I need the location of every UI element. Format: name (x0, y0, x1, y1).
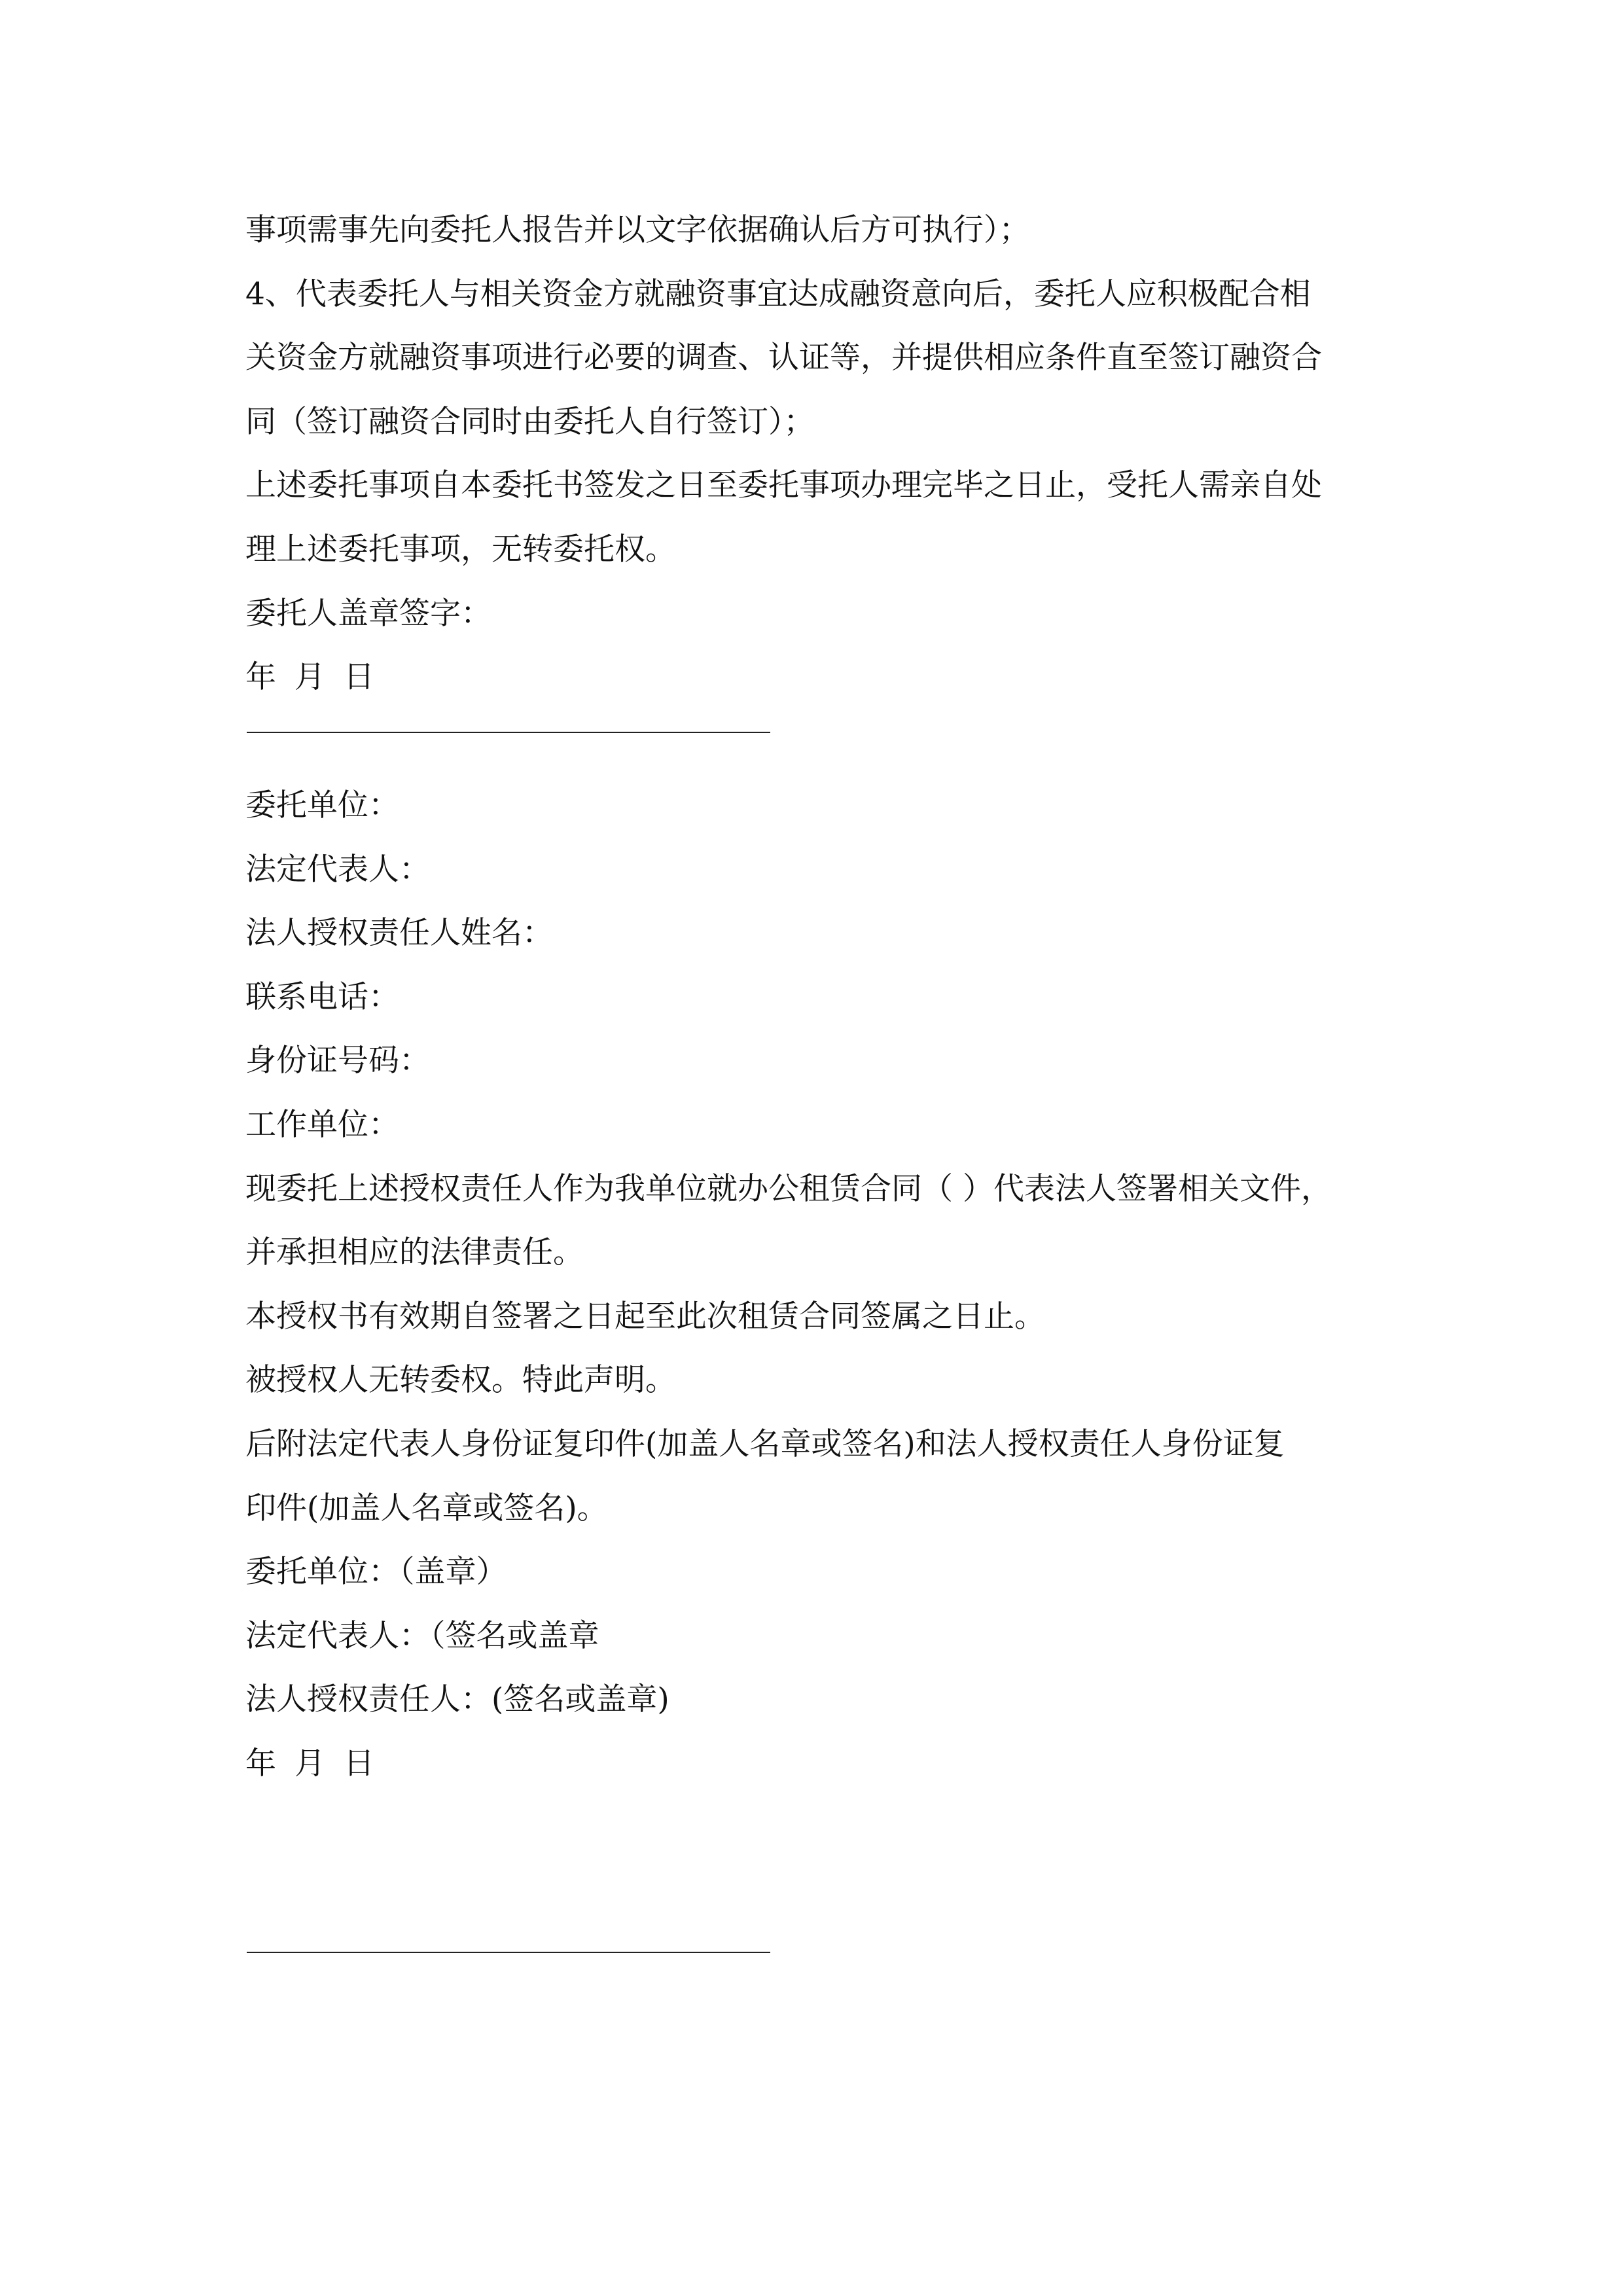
authorization-text-section-1 (245, 198, 1397, 709)
date-line (245, 645, 1397, 709)
divider-rule (247, 1952, 770, 1953)
text-line: 同（签订融资合同时由委托人自行签订）； (245, 403, 815, 440)
field-authorized-person-name: 法人授权责任人姓名： (245, 915, 553, 952)
authorization-text-section-2 (245, 774, 1397, 1796)
text-line: 现委托上述授权责任人作为我单位就办公租赁合同（ ）代表法人签署相关文件， (245, 1170, 1332, 1207)
date-year: 年 (245, 659, 276, 696)
seal-authorized-person: 法人授权责任人：(签名或盖章) (245, 1681, 669, 1718)
field-phone: 联系电话： (245, 978, 399, 1015)
seal-legal-representative: 法定代表人：（签名或盖章 (245, 1617, 599, 1654)
text-line: 本授权书有效期自签署之日起至此次租赁合同签属之日止。 (245, 1298, 1045, 1335)
field-work-unit: 工作单位： (245, 1106, 399, 1143)
signature-label: 委托人盖章签字： (245, 595, 491, 632)
text-line: 关资金方就融资事项进行必要的调查、认证等，并提供相应条件直至签订融资合 (245, 340, 1322, 376)
date-day: 日 (344, 1745, 374, 1782)
date-day: 日 (344, 659, 374, 696)
text-line: 后附法定代表人身份证复印件(加盖人名章或签名)和法人授权责任人身份证复 (245, 1426, 1285, 1462)
text-line: 理上述委托事项，无转委托权。 (245, 531, 676, 567)
field-entrusting-unit: 委托单位： (245, 787, 399, 823)
field-id-number: 身份证号码： (245, 1043, 430, 1079)
text-line: 事项需事先向委托人报告并以文字依据确认后方可执行）； (245, 212, 1030, 248)
text-line: 被授权人无转委权。特此声明。 (245, 1362, 676, 1399)
text-line: 并承担相应的法律责任。 (245, 1234, 584, 1271)
date-year: 年 (245, 1745, 276, 1782)
date-line (245, 1732, 1397, 1796)
divider-rule (247, 732, 770, 733)
text-line: 4、代表委托人与相关资金方就融资事宜达成融资意向后，委托人应积极配合相 (245, 276, 1311, 312)
date-month: 月 (294, 659, 325, 696)
field-legal-representative: 法定代表人： (245, 851, 430, 888)
text-line: 印件(加盖人名章或签名)。 (245, 1490, 608, 1526)
text-line: 上述委托事项自本委托书签发之日至委托事项办理完毕之日止，受托人需亲自处 (245, 467, 1322, 504)
date-month: 月 (294, 1745, 325, 1782)
seal-entrusting-unit: 委托单位：（盖章） (245, 1554, 507, 1590)
